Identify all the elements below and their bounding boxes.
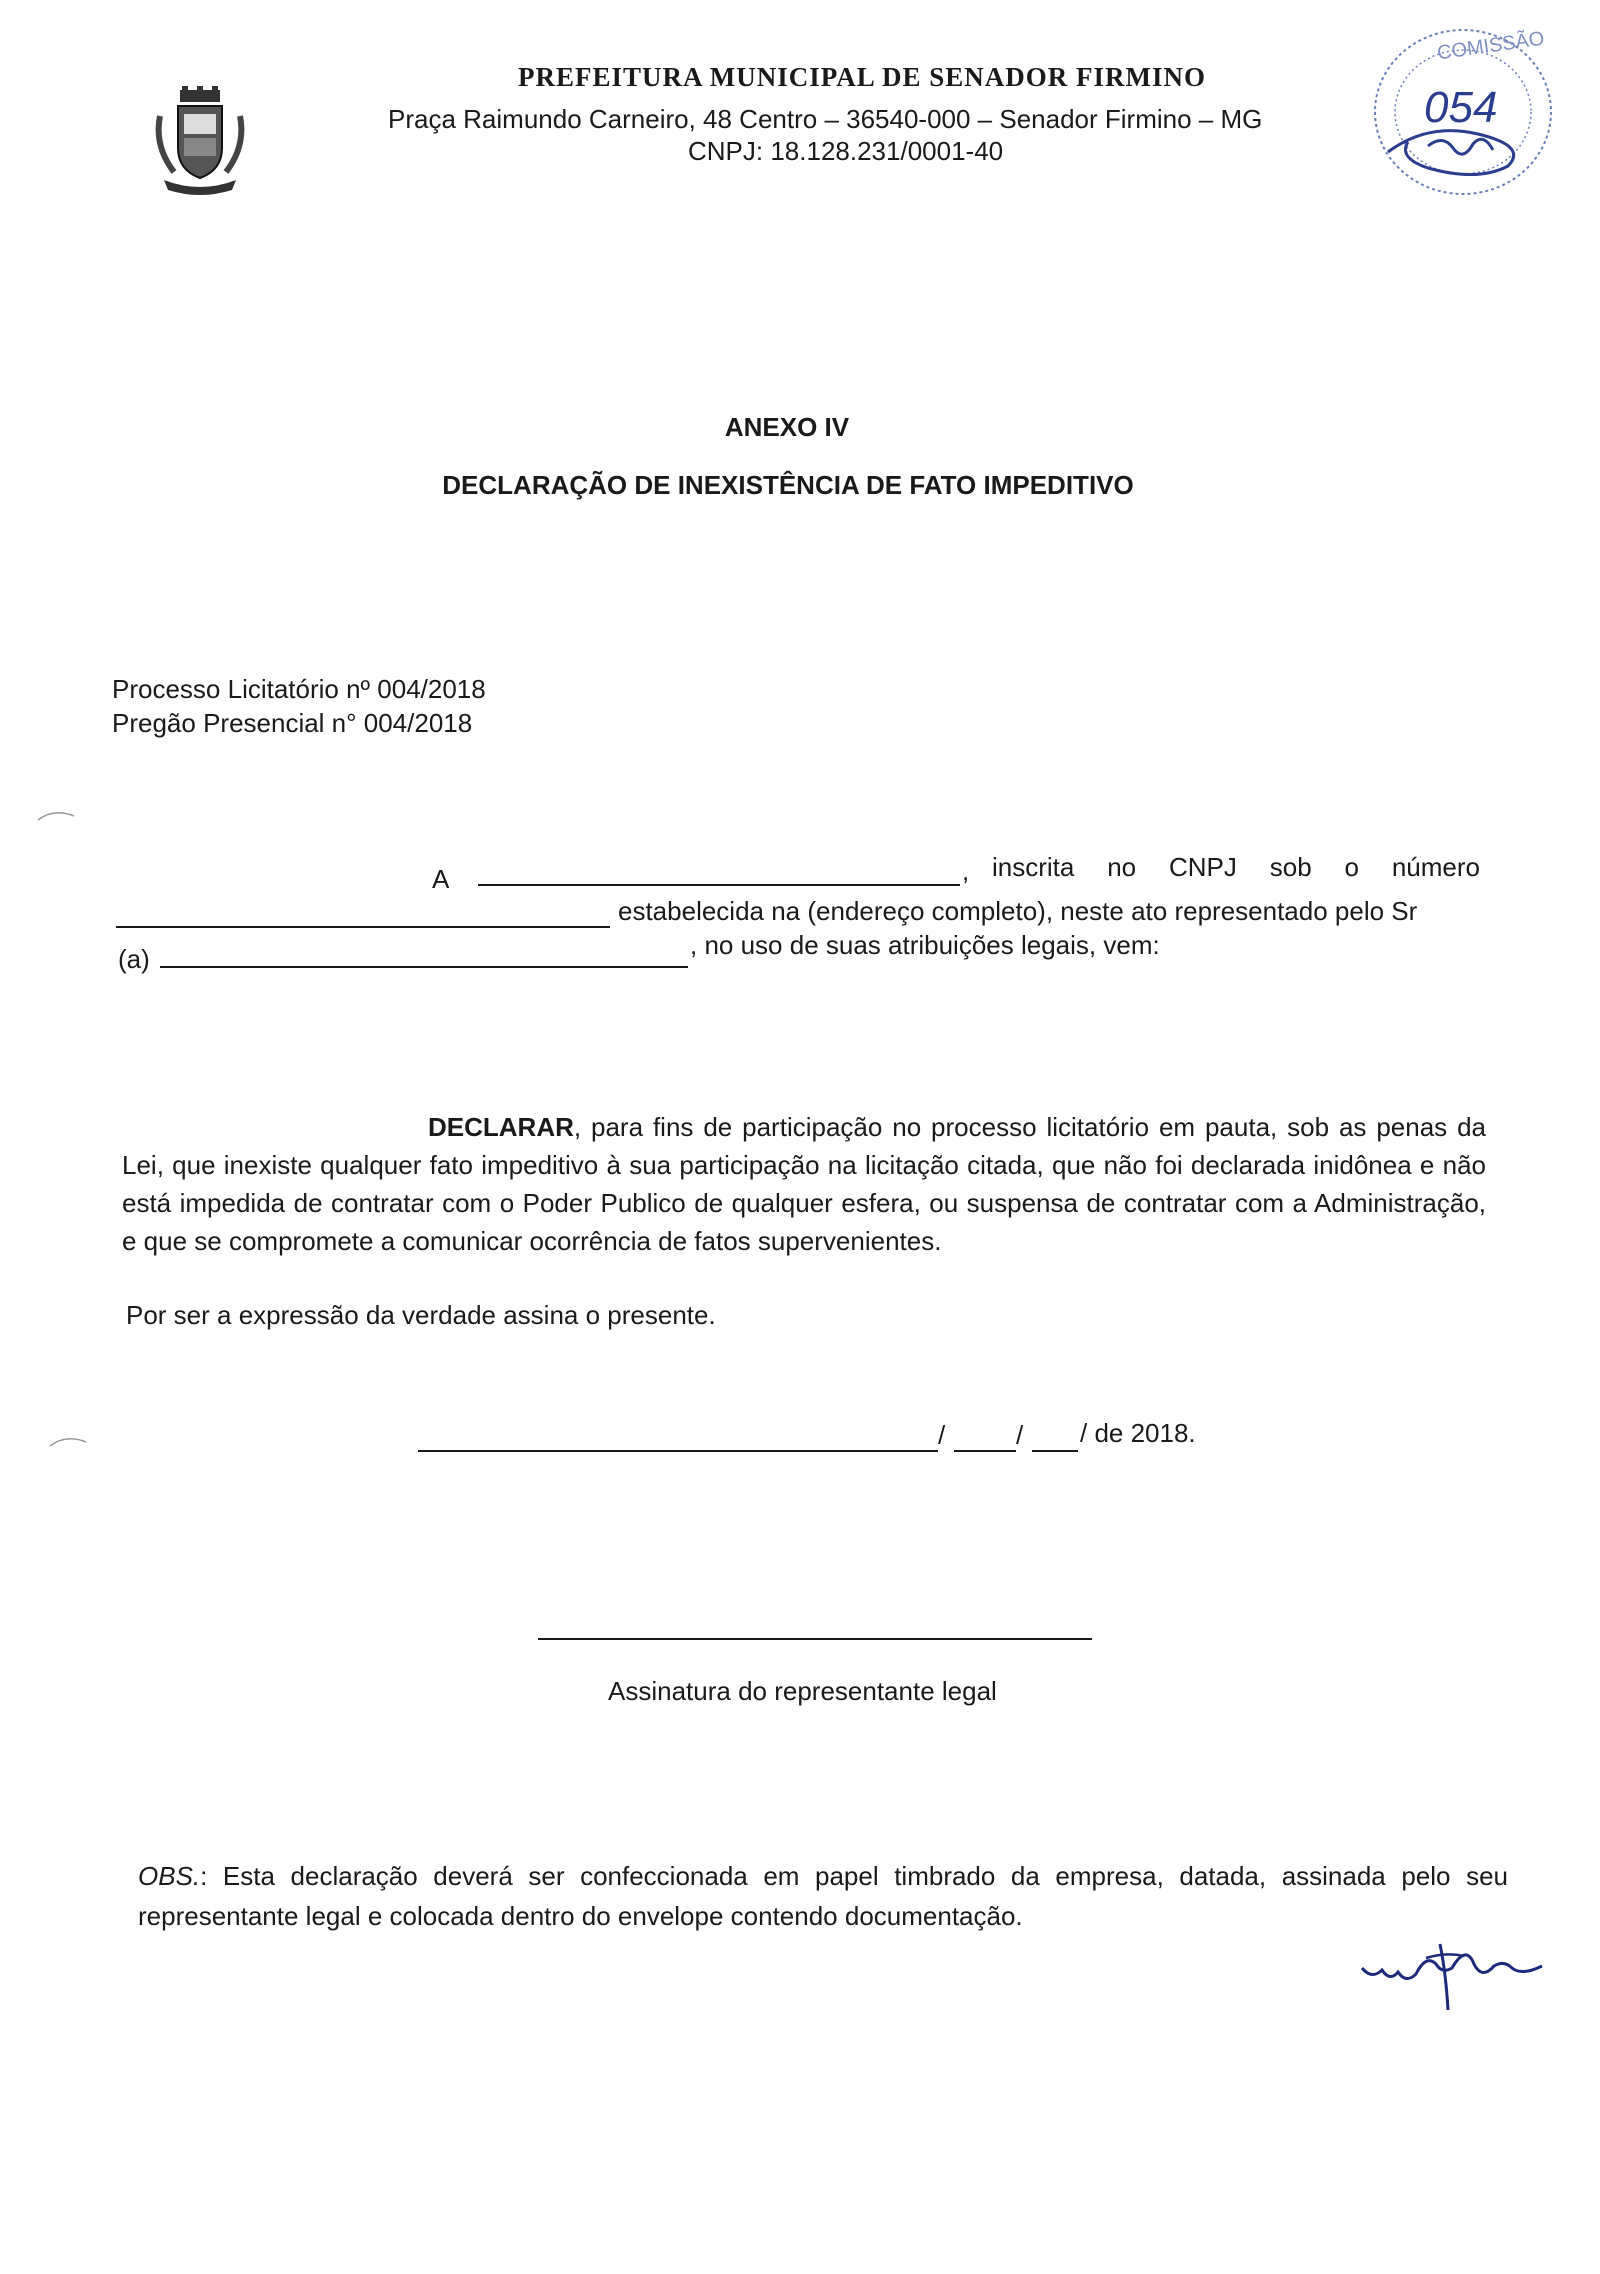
obs-label: OBS. — [138, 1861, 201, 1891]
org-name: PREFEITURA MUNICIPAL DE SENADOR FIRMINO — [518, 62, 1207, 92]
declarar-keyword: DECLARAR — [428, 1112, 574, 1142]
org-address: Praça Raimundo Carneiro, 48 Centro – 36540-000 – Senador Firmino – MG — [388, 104, 1263, 134]
annex-title: ANEXO IV — [724, 412, 850, 442]
date-year: / de 2018. — [1080, 1418, 1196, 1448]
company-name-blank — [478, 884, 960, 886]
intro-inscrita: inscrita no CNPJ sob o número — [992, 852, 1480, 882]
handwritten-initials — [1356, 1924, 1546, 2014]
intro-a-paren: (a) — [118, 944, 150, 974]
date-sep-1: / — [938, 1420, 946, 1450]
intro-a-label: A — [432, 864, 450, 894]
signature-label: Assinatura do representante legal — [608, 1676, 997, 1706]
process-licitatorio: Processo Licitatório nº 004/2018 — [112, 674, 486, 704]
coat-of-arms-logo — [150, 86, 250, 198]
day-blank — [954, 1450, 1016, 1452]
representative-blank — [160, 966, 688, 968]
truth-statement: Por ser a expressão da verdade assina o presente. — [126, 1300, 716, 1330]
org-cnpj: CNPJ: 18.128.231/0001-40 — [688, 136, 1004, 166]
city-blank — [418, 1450, 938, 1452]
stamp-text: COMISSÃO — [1435, 27, 1546, 65]
scan-mark-2 — [48, 1434, 88, 1448]
intro-no-uso: , no uso de suas atribuições legais, vem: — [690, 930, 1160, 960]
declaration-paragraph — [122, 1108, 1486, 1260]
cnpj-blank — [116, 926, 610, 928]
month-blank — [1032, 1450, 1078, 1452]
intro-estabelecida: estabelecida na (endereço completo), neste ato representado pelo Sr — [618, 896, 1418, 926]
commission-stamp — [1368, 22, 1558, 202]
date-sep-2: / — [1016, 1420, 1024, 1450]
declarar-text: , para fins de participação no processo licitatório em pauta, sob as penas da Lei, que inexiste qualquer fato impeditivo à sua participação na licitação citada, que não foi declarada inidônea e não está impedida de contratar com o Poder Publico de qualquer esfera, ou suspensa de contratar com a Administração, e que se compromete a comunicar ocorrência de fatos supervenientes. — [122, 1112, 1486, 1256]
obs-paragraph — [138, 1856, 1508, 1936]
signature-line — [538, 1638, 1092, 1640]
obs-text: : Esta declaração deverá ser confeccionada em papel timbrado da empresa, datada, assinada pelo seu representante legal e colocada dentro do envelope contendo documentação. — [138, 1861, 1508, 1931]
stamp-number: 054 — [1424, 83, 1498, 132]
scan-mark-1 — [36, 808, 76, 822]
declaration-title: DECLARAÇÃO DE INEXISTÊNCIA DE FATO IMPEDITIVO — [442, 470, 1134, 500]
comma-1: , — [962, 856, 970, 886]
pregao-presencial: Pregão Presencial n° 004/2018 — [112, 708, 473, 738]
